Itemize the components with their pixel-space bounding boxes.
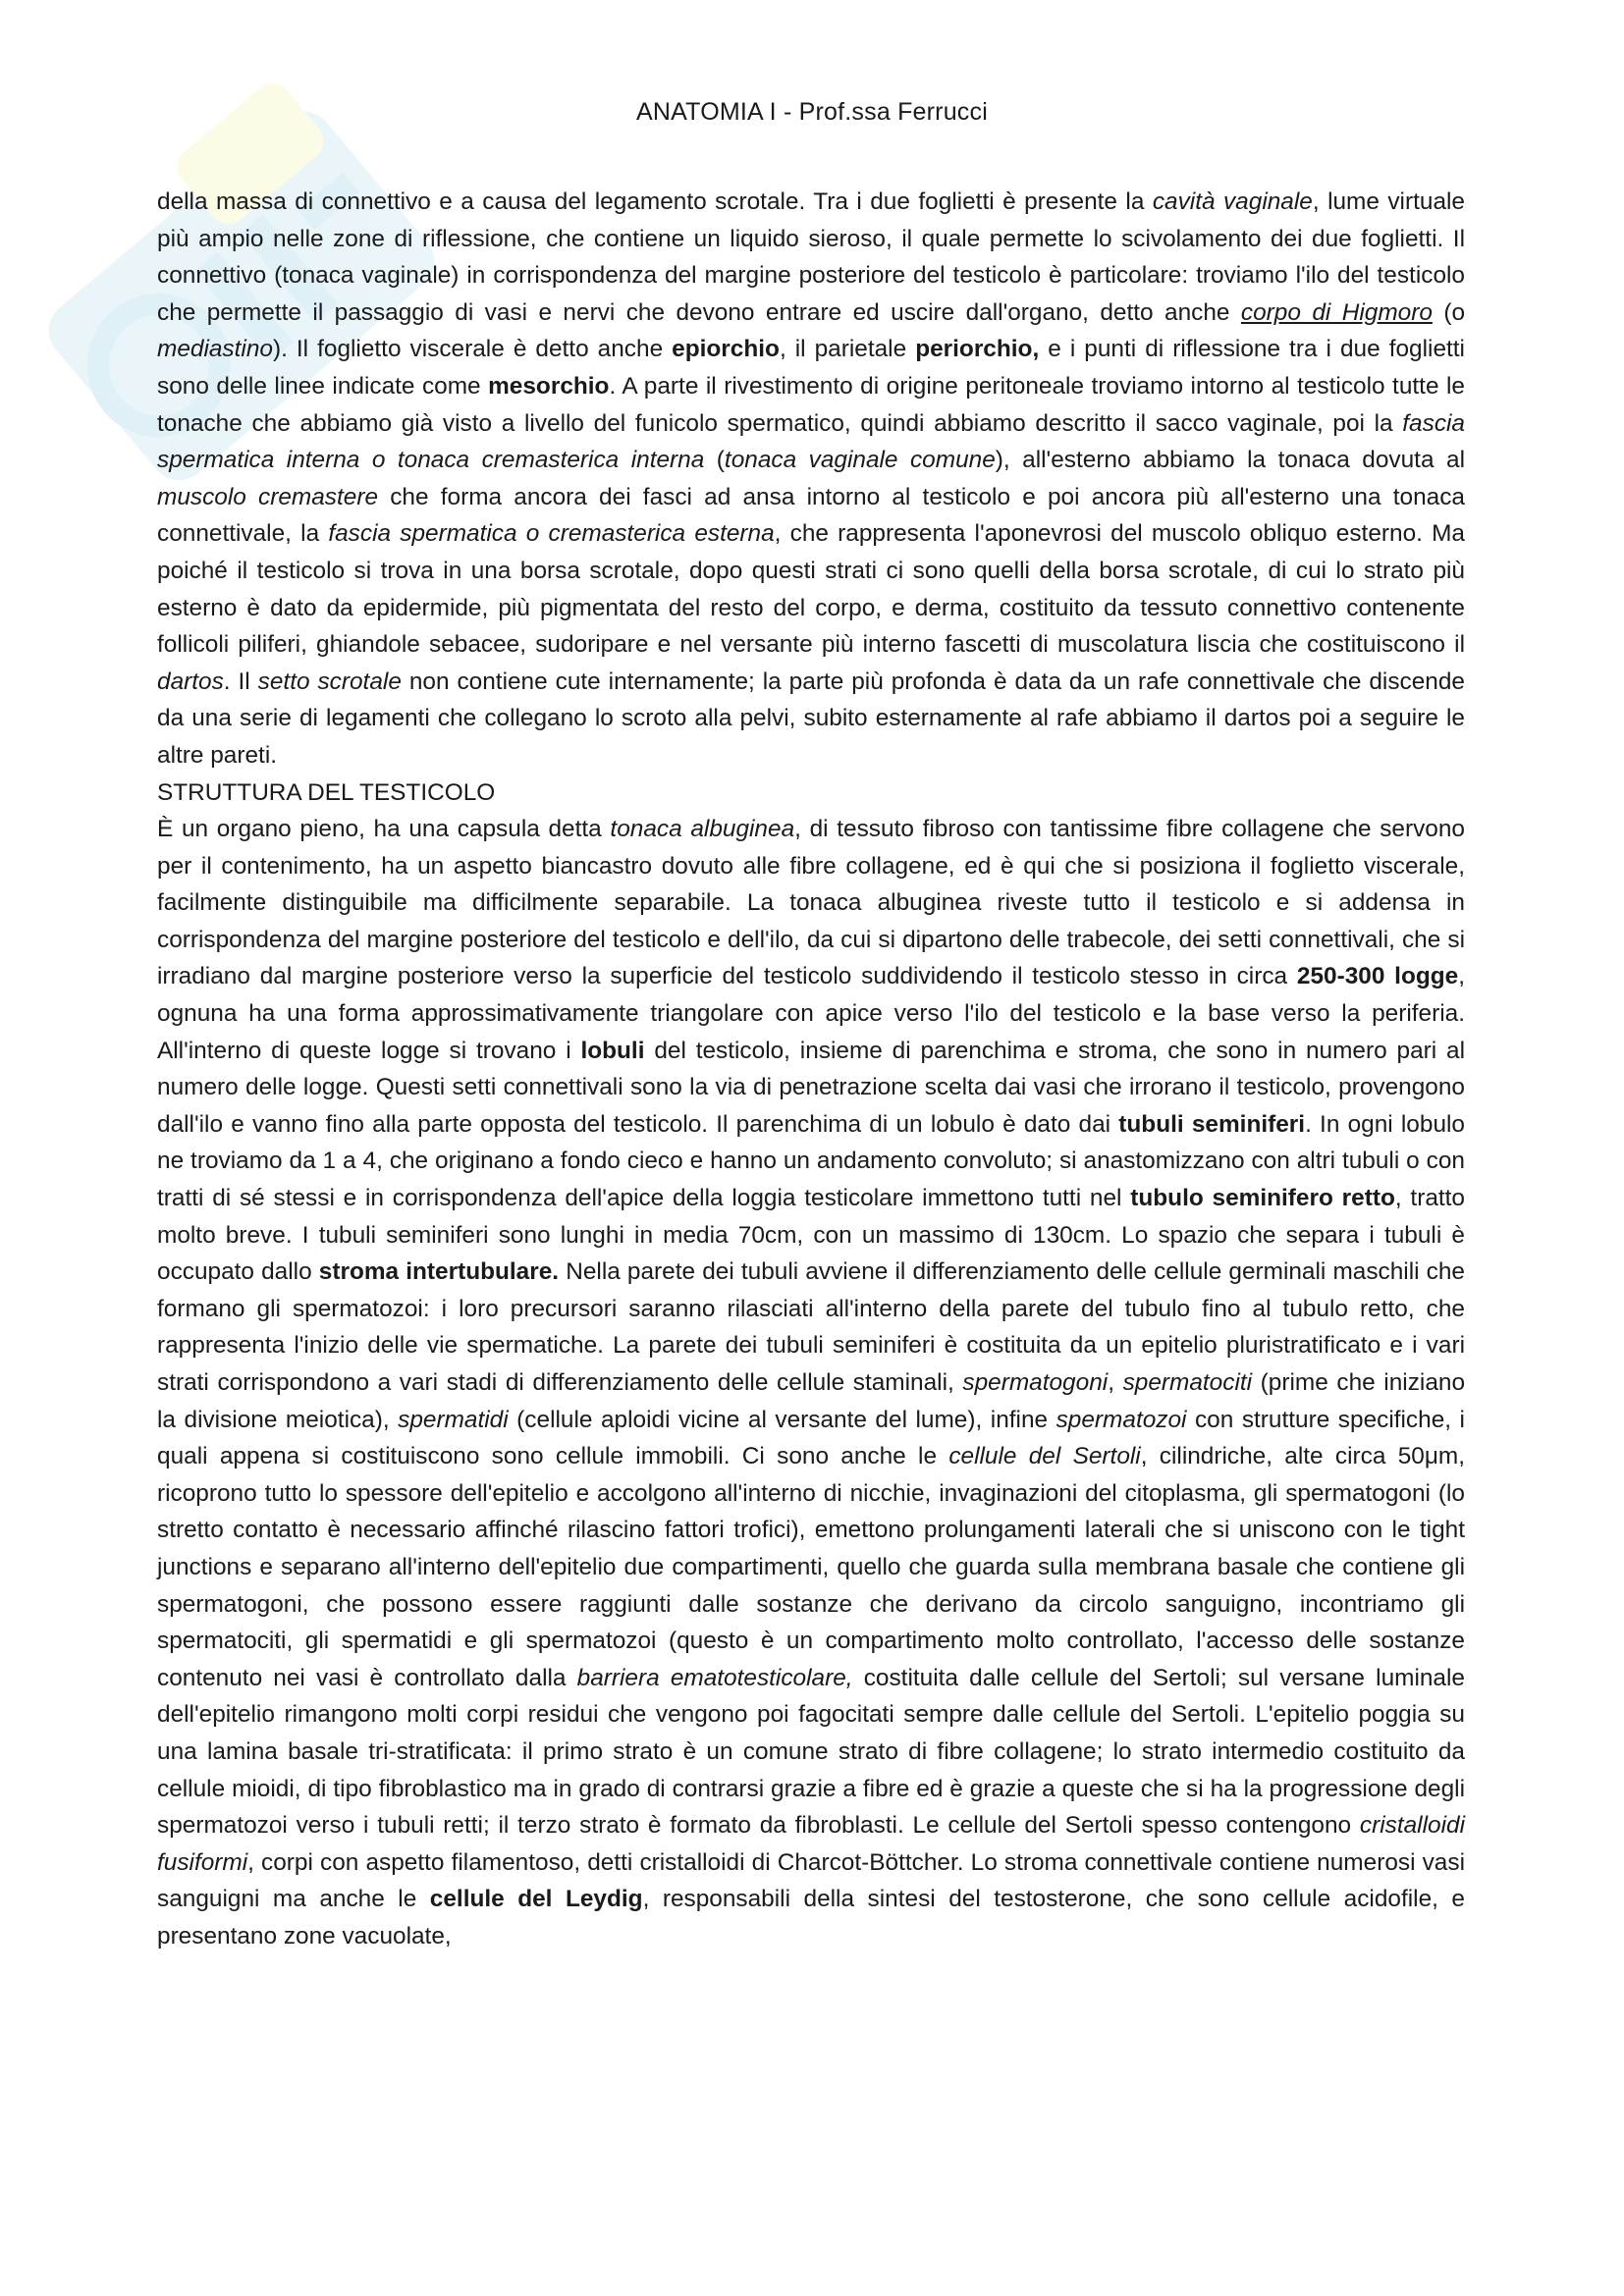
text-run: , lume virtuale più ampio nelle zone di riflessione, che contiene un liquido sieroso, il quale permette lo scivolamento dei due foglietti. Il connettivo (tonaca vaginale) in corrispondenza del margine posteriore del testicolo è particolare: troviamo l'ilo del testicolo che permette il passaggio di vasi e nervi che devono entrare ed uscire dall'organo, detto anche: [157, 188, 1465, 326]
text-run: ), all'esterno abbiamo la tonaca dovuta al: [995, 447, 1465, 474]
text-run: . In ogni lobulo ne troviamo da 1 a 4, che originano a fondo cieco e hanno un andamento convoluto; si anastomizzano con altri tubuli o con tratti di sé stessi e in corrispondenza dell'apice della loggia testicolare immettono tutti nel: [157, 1110, 1465, 1212]
text-run: (cellule aploidi vicine al versante del lume), infine: [508, 1406, 1056, 1433]
text-run: costituita dalle cellule del Sertoli; sul versane luminale dell'epitelio rimangono molti corpi residui che vengono poi fagocitati sempre dalle cellule del Sertoli. L'epitelio poggia su una lamina basale tri-stratificata: il primo strato è un comune strato di fibre collagene; lo strato intermedio costituito da cellule mioidi, di tipo fibroblastico ma in grado di contrarsi grazie a fibre ed è grazie a queste che si ha la progressione degli spermatozoi verso i tubuli retti; il terzo strato è formato da fibroblasti. Le cellule del Sertoli spesso contengono: [157, 1664, 1465, 1840]
italic-term: muscolo cremastere: [157, 483, 379, 510]
paragraph-struttura: [157, 811, 1465, 1954]
text-run: È un organo pieno, ha una capsula detta: [157, 816, 611, 843]
italic-term: fascia spermatica interna o tonaca cremasterica interna: [157, 409, 1465, 474]
text-run: del testicolo, insieme di parenchima e stroma, che sono in numero pari al numero delle logge. Questi setti connettivali sono la via di penetrazione scelta dai vasi che irrorano il testicolo, provengono dall'ilo e vanno fino alla parte opposta del testicolo. Il parenchima di un lobulo è dato dai: [157, 1037, 1465, 1138]
text-run: Nella parete dei tubuli avviene il differenziamento delle cellule germinali maschili che formano gli spermatozoi: i loro precursori saranno rilasciati all'interno della parete del tubulo fino al tubulo retto, che rappresenta l'inizio delle vie spermatiche. La parete dei tubuli seminiferi è costituita da un epitelio pluristratificato e i vari strati corrispondono a vari stadi di differenziamento delle cellule staminali,: [157, 1258, 1466, 1396]
bold-term: stroma intertubulare.: [318, 1258, 560, 1286]
italic-term: dartos: [157, 667, 224, 695]
paragraph-tonache: [157, 184, 1465, 774]
text-run: che forma ancora dei fasci ad ansa intorno al testicolo e poi ancora più all'esterno una tonaca connettivale, la: [157, 483, 1465, 548]
bold-term: lobuli: [580, 1037, 645, 1064]
text-run: . A parte il rivestimento di origine peritoneale troviamo intorno al testicolo tutte le tonache che abbiamo già visto a livello del funicolo spermatico, quindi abbiamo descritto il sacco vaginale, poi la: [157, 372, 1465, 437]
text-run: , responsabili della sintesi del testosterone, che sono cellule acidofile, e presentano zone vacuolate,: [157, 1886, 1465, 1949]
italic-term: barriera ematotesticolare,: [576, 1664, 853, 1691]
bold-term: periorchio,: [915, 336, 1040, 363]
text-run: , tratto molto breve. I tubuli seminiferi sono lunghi in media 70cm, con un massimo di 130cm. Lo spazio che separa i tubuli è occupato dallo: [157, 1185, 1465, 1286]
text-run: (o: [1432, 298, 1466, 326]
underlined-term: corpo di Higmoro: [1240, 298, 1433, 326]
text-run: , che rappresenta l'aponevrosi del muscolo obliquo esterno. Ma poiché il testicolo si trova in una borsa scrotale, dopo questi strati ci sono quelli della borsa scrotale, di cui lo strato più esterno è dato da epidermide, più pigmentata del resto del corpo, e derma, costituito da tessuto connettivo contenente follicoli piliferi, ghiandole sebacee, sudoripare e nel versante più interno fascetti di muscolatura liscia che costituiscono il: [157, 520, 1465, 659]
text-run: della massa di connettivo e a causa del legamento scrotale. Tra i due foglietti è presente la: [157, 188, 1153, 215]
bold-term: cellule del Leydig: [429, 1886, 643, 1913]
italic-term: spermatozoi: [1056, 1406, 1187, 1433]
document-body: [157, 184, 1465, 1955]
bold-term: 250-300 logge: [1296, 963, 1459, 990]
text-run: e i punti di riflessione tra i due foglietti sono delle linee indicate come: [157, 336, 1465, 400]
bold-term: tubuli seminiferi: [1118, 1110, 1306, 1138]
italic-term: mediastino: [157, 336, 273, 363]
italic-term: cellule del Sertoli: [948, 1443, 1141, 1470]
italic-term: tonaca vaginale comune: [724, 447, 996, 474]
text-run: (: [704, 447, 725, 474]
text-run: , il parietale: [779, 336, 916, 363]
italic-term: spermatociti: [1122, 1369, 1253, 1396]
text-run: (prime che iniziano la divisione meiotica),: [157, 1369, 1466, 1433]
text-run: , di tessuto fibroso con tantissime fibre collagene che servono per il contenimento, ha un aspetto biancastro dovuto alle fibre collagene, ed è qui che si posiziona il foglietto viscerale, facilmente distinguibile ma difficilmente separabile. La tonaca albuginea riveste tutto il testicolo e si addensa in corrispondenza del margine posteriore del testicolo e dell'ilo, da cui si dipartono delle trabecole, dei setti connettivali, che si irradiano dal margine posteriore verso la superficie del testicolo suddividendo il testicolo stesso in circa: [157, 816, 1465, 990]
text-run: , cilindriche, alte circa 50μm, ricoprono tutto lo spessore dell'epitelio e accolgono all'interno di nicchie, invaginazioni del citoplasma, gli spermatogoni (lo stretto contatto è necessario affinché rilascino fattori trofici), emettono prolungamenti laterali che si uniscono con le tight junctions e separano all'interno dell'epitelio due compartimenti, quello che guarda sulla membrana basale che contiene gli spermatogoni, che possono essere raggiunti dalle sostanze che derivano da circolo sanguigno, incontriamo gli spermatociti, gli spermatidi e gli spermatozoi (questo è un compartimento molto controllato, l'accesso delle sostanze contenuto nei vasi è controllato dalla: [157, 1443, 1465, 1691]
text-run: ,: [1108, 1369, 1123, 1396]
page-header: ANATOMIA I - Prof.ssa Ferrucci: [636, 98, 988, 126]
italic-term: cavità vaginale: [1152, 188, 1313, 215]
section-title: STRUTTURA DEL TESTICOLO: [157, 778, 496, 806]
italic-term: cristalloidi fusiformi: [157, 1812, 1465, 1876]
italic-term: spermatidi: [398, 1406, 509, 1433]
text-run: . Il: [223, 667, 258, 695]
italic-term: fascia spermatica o cremasterica esterna: [328, 520, 775, 548]
bold-term: mesorchio: [488, 372, 610, 400]
italic-term: setto scrotale: [257, 667, 402, 695]
italic-term: tonaca albuginea: [610, 816, 795, 843]
bold-term: epiorchio: [672, 336, 780, 363]
italic-term: spermatogoni: [962, 1369, 1109, 1396]
text-run: , ognuna ha una forma approssimativamente triangolare con apice verso l'ilo del testicolo e la base verso la periferia. All'interno di queste logge si trovano i: [157, 963, 1465, 1064]
text-run: , corpi con aspetto filamentoso, detti cristalloidi di Charcot-Böttcher. Lo stroma connettivale contiene numerosi vasi sanguigni ma anche le: [157, 1848, 1465, 1913]
text-run: non contiene cute internamente; la parte più profonda è data da un rafe connettivale che discende da una serie di legamenti che collegano lo scroto alla pelvi, subito esternamente al rafe abbiamo il dartos poi a seguire le altre pareti.: [157, 667, 1465, 769]
bold-term: tubulo seminifero retto: [1130, 1185, 1395, 1212]
text-run: con strutture specifiche, i quali appena si costituiscono sono cellule immobili. Ci sono anche le: [157, 1406, 1465, 1470]
text-run: ). Il foglietto viscerale è detto anche: [272, 336, 673, 363]
